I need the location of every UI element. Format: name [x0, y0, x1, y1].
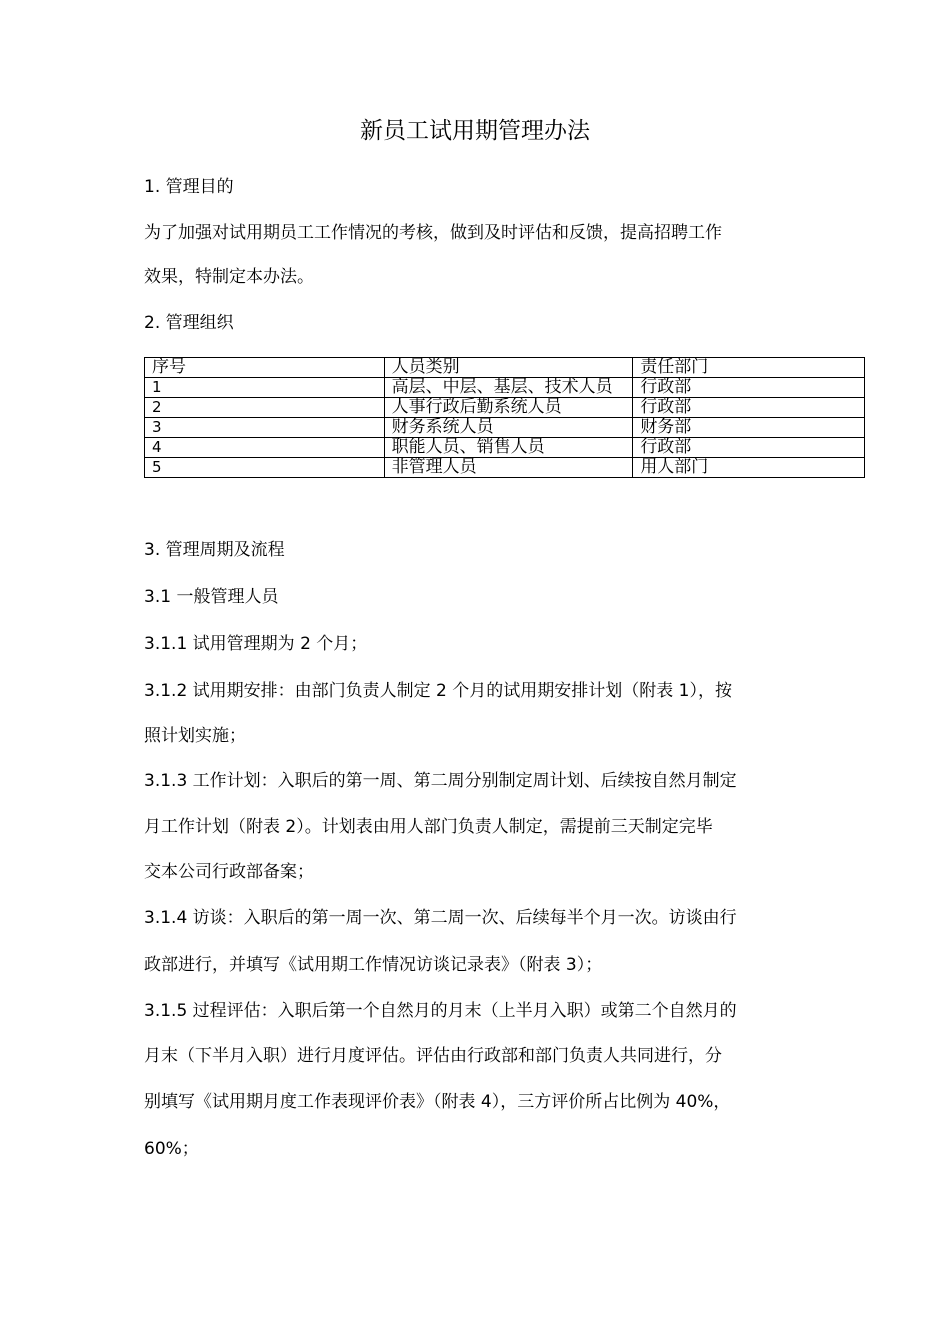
table-row — [145, 458, 865, 478]
table-cell: 人事行政后勤系统人员 — [384, 398, 633, 418]
paragraph-line: 别填写《试用期月度工作表现评价表》（附表 4），三方评价所占比例为 40%， — [144, 1092, 731, 1112]
section-heading: 2. 管理组织 — [144, 313, 234, 333]
paragraph-line: 月末（下半月入职）进行月度评估。评估由行政部和部门负责人共同进行，分 — [144, 1046, 722, 1066]
table-cell: 非管理人员 — [384, 458, 633, 478]
table-cell: 财务部 — [633, 418, 865, 438]
section-heading: 1. 管理目的 — [144, 177, 234, 197]
paragraph-line: 效果，特制定本办法。 — [144, 267, 314, 287]
table-cell: 5 — [145, 458, 385, 478]
paragraph-line: 3.1.2 试用期安排：由部门负责人制定 2 个月的试用期安排计划（附表 1），按 — [144, 681, 733, 701]
table-header-cell: 人员类别 — [384, 358, 633, 378]
table-cell: 1 — [145, 378, 385, 398]
paragraph-line: 为了加强对试用期员工工作情况的考核，做到及时评估和反馈，提高招聘工作 — [144, 223, 722, 243]
section-heading: 3. 管理周期及流程 — [144, 540, 285, 560]
table-row — [145, 438, 865, 458]
table-cell: 财务系统人员 — [384, 418, 633, 438]
paragraph-line: 3.1.5 过程评估：入职后第一个自然月的月末（上半月入职）或第二个自然月的 — [144, 1001, 737, 1021]
paragraph-line: 交本公司行政部备案； — [144, 862, 314, 882]
paragraph-line: 3.1.1 试用管理期为 2 个月； — [144, 634, 368, 654]
table-header-cell: 责任部门 — [633, 358, 865, 378]
paragraph-line: 政部进行，并填写《试用期工作情况访谈记录表》（附表 3）； — [144, 955, 603, 975]
paragraph-line: 3.1.4 访谈：入职后的第一周一次、第二周一次、后续每半个月一次。访谈由行 — [144, 908, 737, 928]
table-cell: 4 — [145, 438, 385, 458]
table-header-row — [145, 358, 865, 378]
table-cell: 行政部 — [633, 378, 865, 398]
paragraph-line: 3.1.3 工作计划：入职后的第一周、第二周分别制定周计划、后续按自然月制定 — [144, 771, 737, 791]
table-header-cell: 序号 — [145, 358, 385, 378]
table-cell: 高层、中层、基层、技术人员 — [384, 378, 633, 398]
management-org-table — [144, 357, 865, 478]
table-cell: 职能人员、销售人员 — [384, 438, 633, 458]
table-row — [145, 398, 865, 418]
table-row — [145, 418, 865, 438]
table-cell: 2 — [145, 398, 385, 418]
paragraph-line: 60%； — [144, 1139, 199, 1159]
table-cell: 用人部门 — [633, 458, 865, 478]
subsection-heading: 3.1 一般管理人员 — [144, 587, 279, 607]
document-title: 新员工试用期管理办法 — [360, 118, 590, 144]
table-cell: 3 — [145, 418, 385, 438]
table-row — [145, 378, 865, 398]
table-cell: 行政部 — [633, 438, 865, 458]
paragraph-line: 照计划实施； — [144, 726, 246, 746]
table-cell: 行政部 — [633, 398, 865, 418]
paragraph-line: 月工作计划（附表 2）。计划表由用人部门负责人制定，需提前三天制定完毕 — [144, 817, 713, 837]
